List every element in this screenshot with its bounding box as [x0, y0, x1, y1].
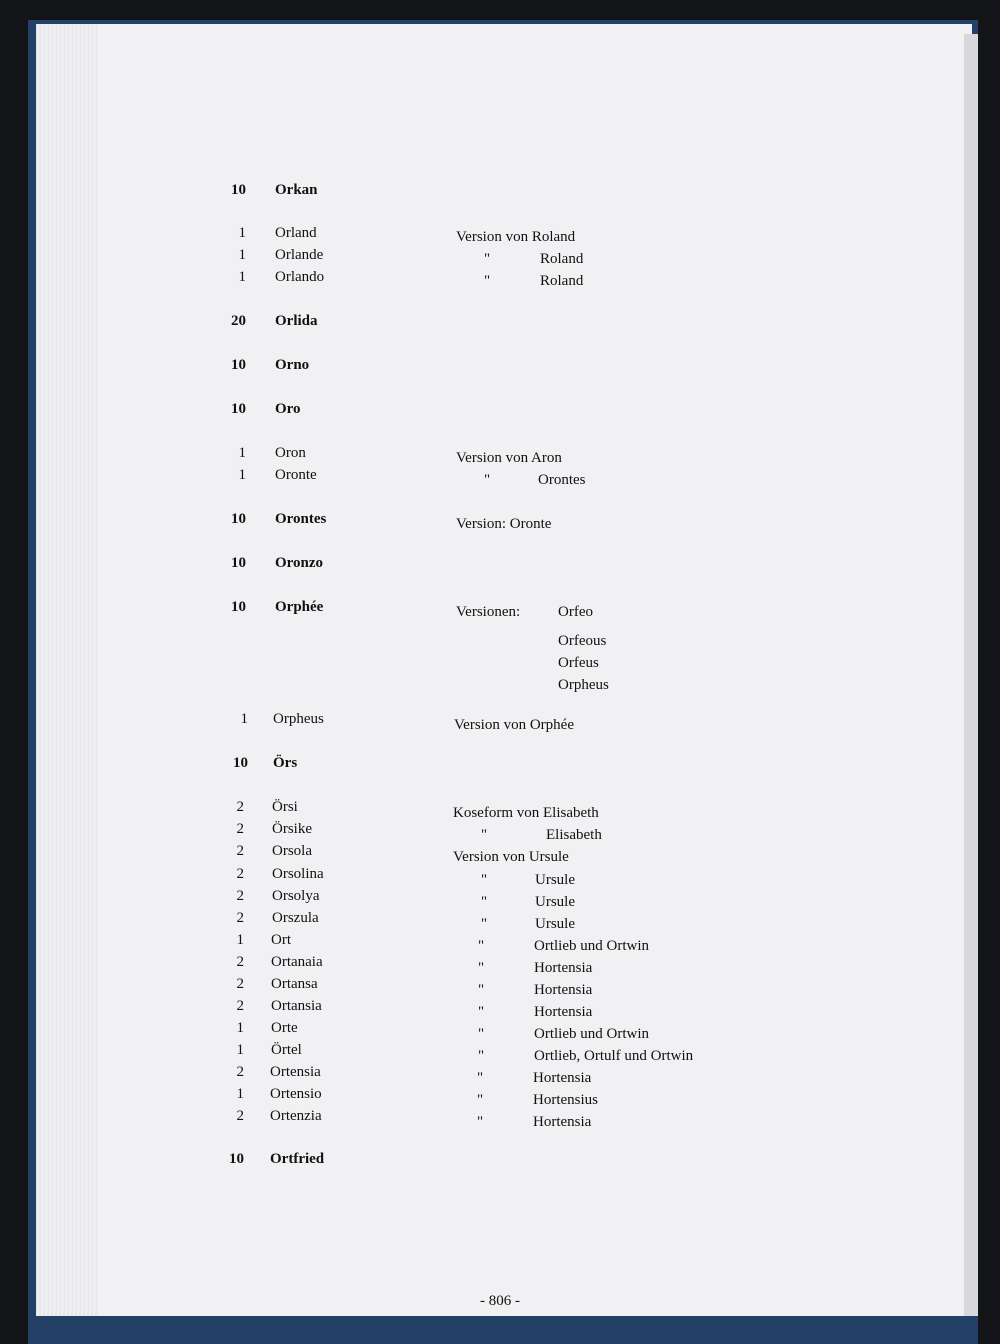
- entry-name: Örsi: [272, 799, 298, 815]
- entry-description: Version von Orphée: [454, 717, 574, 733]
- entry-count: 2: [236, 1064, 244, 1080]
- entry-description: Koseform von Elisabeth: [453, 805, 599, 821]
- entry-name: Orlida: [275, 313, 318, 329]
- entry-description: Version von Aron: [456, 450, 562, 466]
- entry-name: Orontes: [275, 511, 327, 527]
- entry-name: Orlando: [275, 269, 325, 285]
- entry-name: Ortensia: [270, 1064, 321, 1080]
- entry-count: 1: [238, 467, 246, 483]
- ditto-mark: ": [478, 1004, 485, 1020]
- entry-name: Ortanaia: [271, 954, 323, 970]
- entry-count: 1: [236, 932, 244, 948]
- entry-name: Oron: [275, 445, 306, 461]
- entry-count: 2: [236, 866, 244, 882]
- entry-count: 1: [238, 247, 246, 263]
- ditto-mark: ": [484, 472, 491, 488]
- entry-reference: Hortensia: [533, 1070, 592, 1086]
- page-stack-edge: [36, 24, 98, 1316]
- ditto-mark: ": [477, 1092, 484, 1108]
- entry-name: Orsolina: [272, 866, 324, 882]
- entry-count: 10: [233, 755, 248, 771]
- entry-description: Version von Ursule: [453, 849, 569, 865]
- page: [36, 24, 972, 1316]
- entry-name: Örs: [273, 755, 298, 771]
- entry-name: Orsola: [272, 843, 312, 859]
- ditto-mark: ": [484, 251, 491, 267]
- entry-count: 2: [236, 1108, 244, 1124]
- entry-reference: Hortensia: [534, 982, 593, 998]
- ditto-mark: ": [478, 938, 485, 954]
- entry-description-label: Versionen:: [456, 604, 521, 620]
- entry-name: Orsolya: [272, 888, 320, 904]
- entry-reference: Orfeous: [558, 633, 607, 649]
- ditto-mark: ": [478, 1026, 485, 1042]
- entry-name: Oro: [275, 401, 301, 417]
- entry-count: 2: [236, 821, 244, 837]
- entry-reference: Hortensius: [533, 1092, 598, 1108]
- entry-count: 10: [231, 182, 246, 198]
- entry-count: 2: [236, 799, 244, 815]
- entry-reference: Orfeus: [558, 655, 599, 671]
- entry-name: Oronte: [275, 467, 317, 483]
- ditto-mark: ": [481, 827, 488, 843]
- entry-count: 10: [231, 357, 246, 373]
- entry-name: Ortansa: [271, 976, 318, 992]
- entry-reference: Orpheus: [558, 677, 609, 693]
- entry-name: Orpheus: [273, 711, 324, 727]
- entry-count: 1: [238, 225, 246, 241]
- entry-count: 10: [231, 555, 246, 571]
- ditto-mark: ": [481, 894, 488, 910]
- entry-name: Ortensio: [270, 1086, 322, 1102]
- entry-reference: Ortlieb und Ortwin: [534, 938, 649, 954]
- ditto-mark: ": [481, 872, 488, 888]
- ditto-mark: ": [478, 1048, 485, 1064]
- entry-name: Orszula: [272, 910, 319, 926]
- entry-name: Orphée: [275, 599, 324, 615]
- entry-name: Orte: [271, 1020, 298, 1036]
- right-page-edge: [964, 34, 978, 1316]
- entry-name: Örtel: [271, 1042, 302, 1058]
- entry-description: Version von Roland: [456, 229, 576, 245]
- entry-count: 20: [231, 313, 246, 329]
- entry-reference: Ortlieb und Ortwin: [534, 1026, 649, 1042]
- entry-name: Örsike: [272, 821, 312, 837]
- entry-count: 2: [236, 998, 244, 1014]
- entry-count: 2: [236, 843, 244, 859]
- entry-count: 1: [240, 711, 248, 727]
- ditto-mark: ": [477, 1114, 484, 1130]
- entry-count: 1: [236, 1042, 244, 1058]
- entry-reference: Roland: [540, 251, 584, 267]
- entry-name: Orkan: [275, 182, 318, 198]
- entry-count: 1: [238, 445, 246, 461]
- entry-name: Ort: [271, 932, 291, 948]
- entry-name: Oronzo: [275, 555, 324, 571]
- entry-name: Orland: [275, 225, 317, 241]
- entry-count: 1: [238, 269, 246, 285]
- entry-reference: Elisabeth: [546, 827, 602, 843]
- entry-reference: Orontes: [538, 472, 586, 488]
- entry-reference: Ursule: [535, 894, 575, 910]
- ditto-mark: ": [478, 960, 485, 976]
- ditto-mark: ": [481, 916, 488, 932]
- ditto-mark: ": [477, 1070, 484, 1086]
- entry-reference: Roland: [540, 273, 584, 289]
- entry-name: Ortansia: [271, 998, 322, 1014]
- entry-count: 1: [236, 1086, 244, 1102]
- entry-count: 10: [231, 511, 246, 527]
- entry-name: Orlande: [275, 247, 324, 263]
- page-number: - 806 -: [480, 1293, 520, 1309]
- entry-reference: Orfeo: [558, 604, 593, 620]
- entry-count: 2: [236, 910, 244, 926]
- entry-name: Ortfried: [270, 1151, 325, 1167]
- entry-count: 10: [231, 599, 246, 615]
- entry-reference: Ursule: [535, 872, 575, 888]
- entry-reference: Hortensia: [534, 960, 593, 976]
- ditto-mark: ": [478, 982, 485, 998]
- entry-reference: Hortensia: [534, 1004, 593, 1020]
- entry-name: Orno: [275, 357, 310, 373]
- entry-count: 2: [236, 954, 244, 970]
- entry-count: 10: [229, 1151, 244, 1167]
- entry-count: 2: [236, 888, 244, 904]
- ditto-mark: ": [484, 273, 491, 289]
- entry-description: Version: Oronte: [456, 516, 552, 532]
- entry-count: 10: [231, 401, 246, 417]
- entry-count: 2: [236, 976, 244, 992]
- entry-count: 1: [236, 1020, 244, 1036]
- entry-reference: Ortlieb, Ortulf und Ortwin: [534, 1048, 694, 1064]
- entry-reference: Hortensia: [533, 1114, 592, 1130]
- entry-reference: Ursule: [535, 916, 575, 932]
- entry-name: Ortenzia: [270, 1108, 322, 1124]
